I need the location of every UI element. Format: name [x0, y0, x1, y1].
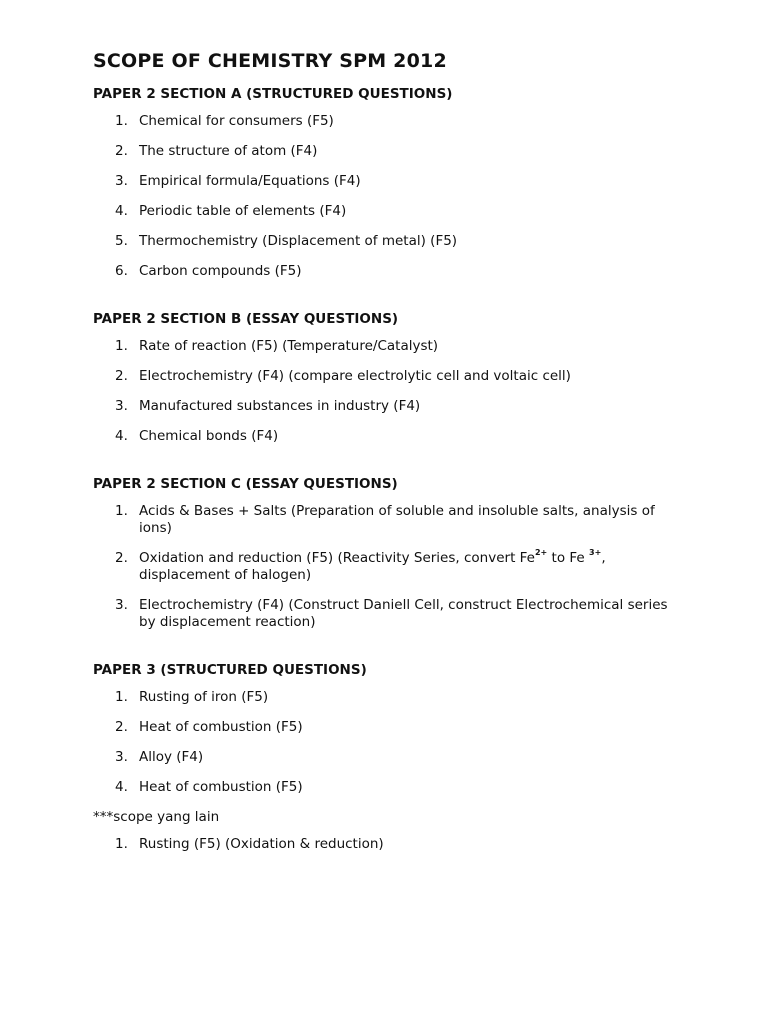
item-number: 2.: [115, 719, 128, 735]
list-item: [93, 203, 683, 220]
item-text: Rate of reaction (F5) (Temperature/Catalyst): [139, 338, 439, 354]
item-text: Chemical for consumers (F5): [139, 113, 334, 129]
item-text: Acids & Bases + Salts (Preparation of soluble and insoluble salts, analysis of ions): [139, 503, 655, 536]
item-number: 1.: [115, 113, 128, 129]
item-number: 1.: [115, 836, 128, 852]
item-number: 3.: [115, 398, 128, 414]
item-number: 1.: [115, 689, 128, 705]
list-item: [93, 233, 683, 250]
item-number: 1.: [115, 503, 128, 519]
document-page: [93, 50, 683, 866]
other-scope-note: ***scope yang lain: [93, 809, 220, 825]
item-text: Heat of combustion (F5): [139, 719, 303, 735]
list-p2a: [93, 113, 683, 280]
list-item: [93, 263, 683, 280]
list-item: [93, 338, 683, 355]
item-text: Rusting (F5) (Oxidation & reduction): [139, 836, 384, 852]
list-other: [93, 836, 683, 853]
list-p2b: [93, 338, 683, 445]
item-text: Empirical formula/Equations (F4): [139, 173, 361, 189]
item-number: 3.: [115, 749, 128, 765]
item-text: Electrochemistry (F4) (compare electrolytic cell and voltaic cell): [139, 368, 571, 384]
item-text: Manufactured substances in industry (F4): [139, 398, 421, 414]
list-item: [93, 689, 683, 706]
item-number: 3.: [115, 173, 128, 189]
section-heading-p3: PAPER 3 (STRUCTURED QUESTIONS): [93, 662, 367, 678]
item-number: 4.: [115, 779, 128, 795]
item-text: Electrochemistry (F4) (Construct Daniell Cell, construct Electrochemical series by displacement reaction): [139, 597, 668, 630]
list-item: [93, 719, 683, 736]
list-item: [93, 597, 683, 631]
item-text: Periodic table of elements (F4): [139, 203, 347, 219]
section-heading-p2c: PAPER 2 SECTION C (ESSAY QUESTIONS): [93, 476, 398, 492]
item-text: Thermochemistry (Displacement of metal) (F5): [139, 233, 458, 249]
item-number: 3.: [115, 597, 128, 613]
section-heading-p2b: PAPER 2 SECTION B (ESSAY QUESTIONS): [93, 311, 399, 327]
list-item: [93, 428, 683, 445]
item-text: Carbon compounds (F5): [139, 263, 302, 279]
item-text-part: Oxidation and reduction (F5) (Reactivity Series, convert Fe: [139, 550, 535, 566]
list-item: [93, 368, 683, 385]
list-item: [93, 749, 683, 766]
list-p3: [93, 689, 683, 796]
item-number: 2.: [115, 368, 128, 384]
item-text-part: , displacement of halogen): [139, 550, 606, 583]
list-item: [93, 836, 683, 853]
item-number: 4.: [115, 428, 128, 444]
spacer: [93, 458, 683, 476]
list-item: [93, 398, 683, 415]
list-item: [93, 143, 683, 160]
item-text-part: to Fe: [547, 550, 590, 566]
item-number: 1.: [115, 338, 128, 354]
item-text: Alloy (F4): [139, 749, 204, 765]
section-heading-p2a: PAPER 2 SECTION A (STRUCTURED QUESTIONS): [93, 86, 453, 102]
page-title: SCOPE OF CHEMISTRY SPM 2012: [93, 50, 447, 72]
item-number: 6.: [115, 263, 128, 279]
list-item: [93, 547, 683, 584]
item-text: The structure of atom (F4): [139, 143, 318, 159]
charge-superscript: 2+: [534, 547, 548, 557]
item-number: 2.: [115, 143, 128, 159]
item-number: 5.: [115, 233, 128, 249]
item-number: 4.: [115, 203, 128, 219]
item-text: Chemical bonds (F4): [139, 428, 279, 444]
item-text: Rusting of iron (F5): [139, 689, 269, 705]
list-item: [93, 779, 683, 796]
list-p2c: [93, 503, 683, 631]
item-text: [139, 547, 683, 584]
charge-superscript: 3+: [589, 547, 602, 557]
item-text: Heat of combustion (F5): [139, 779, 303, 795]
list-item: [93, 173, 683, 190]
spacer: [93, 644, 683, 662]
item-number: 2.: [115, 550, 128, 566]
list-item: [93, 113, 683, 130]
list-item: [93, 503, 683, 537]
spacer: [93, 293, 683, 311]
